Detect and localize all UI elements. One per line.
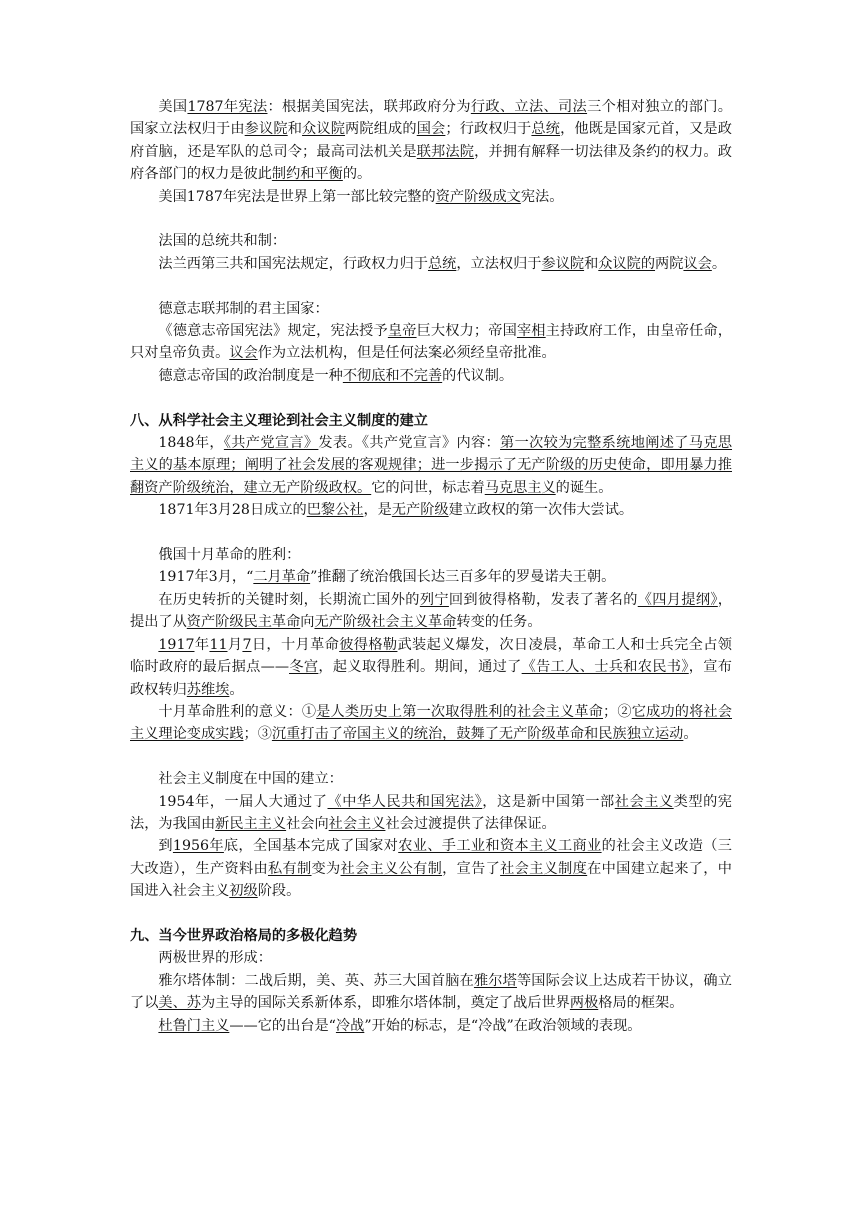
underlined-term: 众议院 [302,121,346,138]
paragraph: 杜鲁门主义——它的出台是“冷战”开始的标志，是“冷战”在政治领域的表现。 [158,1017,642,1034]
underlined-term: 社会主义公有制 [340,860,443,877]
underlined-term: 制约和平衡 [271,166,343,183]
underlined-term: 联邦法院 [416,143,475,160]
underlined-term: 行政、立法、司法 [470,99,588,115]
underlined-term: 11 [209,636,228,653]
blank-line [130,903,732,925]
blank-line [130,275,732,297]
underlined-term: 彼得格勒 [339,636,398,653]
blank-line [130,746,732,768]
underlined-term: 不彻底和不完善 [342,367,443,384]
section-germany [130,298,732,388]
paragraph: 德意志帝国的政治制度是一种不彻底和不完善的代议制。 [158,367,514,384]
underlined-term: 1787年宪法 [187,99,268,115]
underlined-term: 它成功的将社会主义理论变成实践 [130,703,732,743]
subheading: 社会主义制度在中国的建立： [158,771,343,788]
underlined-term: 众议院的 [598,255,656,272]
paragraph: 1917年11月7日，十月革命彼得格勒武装起义爆发，次日凌晨，革命工人和士兵完全占领临时政府的最后据点——冬宫，起义取得胜利。期间，通过了《告工人、士兵和农民书》，宣布政权转归苏维埃。 [130,636,732,698]
underlined-term: 宰相 [516,323,546,340]
paragraph: 雅尔塔体制：二战后期，美、英、苏三大国首脑在雅尔塔等国际会议上达成若干协议，确立了以美、苏为主导的国际关系新体系，即雅尔塔体制，奠定了战后世界两极格局的框架。 [130,972,732,1012]
underlined-term: 无产阶级 [391,502,449,519]
underlined-term: 资产阶级民主革命 [186,614,301,631]
underlined-term: 杜鲁门主义 [158,1017,230,1034]
underlined-term: 列宁 [419,591,449,608]
underlined-term: 国会 [416,121,446,138]
section-heading-8: 八、从科学社会主义理论到社会主义制度的建立 [130,412,428,429]
underlined-term: 资产阶级成文 [435,188,521,205]
section-9-bipolar-world [130,947,732,1037]
underlined-term: 社会主义制度 [500,860,588,877]
underlined-term: 两极 [569,995,599,1012]
underlined-term: 农业、手工业和资本主义工商业 [398,838,602,855]
underlined-term: 皇帝 [387,323,417,340]
underlined-term: 《告工人、士兵和农民书》 [521,659,689,676]
blank-line [130,208,732,230]
paragraph: 1848年，《共产党宣言》发表。《共产党宣言》内容：第一次较为完整系统地阐述了马克思主义的基本原理；阐明了社会发展的客观规律；进一步揭示了无产阶级的历史使命，即用暴力推翻资产阶级统治，建立无产阶级政权。它的问世，标志着马克思主义的诞生。 [130,435,733,496]
underlined-term: 1917 [158,636,195,653]
subheading: 两极世界的形成： [158,950,272,967]
underlined-term: 新民主主义 [215,815,287,832]
underlined-term: 社会主义 [328,815,386,832]
underlined-term: 参议院 [244,121,288,138]
section-8-manifesto [130,432,732,522]
underlined-term: 《共产党宣言》 [223,435,319,452]
paragraph: 到1956年底，全国基本完成了国家对农业、手工业和资本主义工商业的社会主义改造（三大改造），生产资料由私有制变为社会主义公有制，宣告了社会主义制度在中国建立起来了，中国进入社会主义初级阶段。 [130,838,732,900]
underlined-term: 议会 [683,255,712,272]
underlined-term: 二月革命 [253,569,311,586]
paragraph: 美国1787年宪法是世界上第一部比较完整的资产阶级成文宪法。 [158,188,564,205]
underlined-term: 美、苏 [158,995,201,1012]
paragraph: 1954年，一届人大通过了《中华人民共和国宪法》，这是新中国第一部社会主义类型的宪法，为我国由新民主主义社会向社会主义社会过渡提供了法律保证。 [130,793,732,832]
paragraph: 十月革命胜利的意义：①是人类历史上第一次取得胜利的社会主义革命；②它成功的将社会主义理论变成实践；③沉重打击了帝国主义的统治，鼓舞了无产阶级革命和民族独立运动。 [130,703,732,743]
underlined-term: 巴黎公社 [306,502,364,519]
underlined-term: 总统 [427,255,457,272]
underlined-term: 第一次较为完整系统地阐述了马克思主义的基本原理；阐明了社会发展的客观规律；进一步揭示了无产阶级的历史使命，即用暴力推翻资产阶级统治，建立无产阶级政权。 [130,435,733,496]
paragraph: 在历史转折的关键时刻，长期流亡国外的列宁回到彼得格勒，发表了著名的《四月提纲》，提出了从资产阶级民主革命向无产阶级社会主义革命转变的任务。 [130,591,732,631]
underlined-term: 雅尔塔 [473,972,517,989]
underlined-term: 议会 [229,345,258,362]
underlined-term: 7 [242,636,252,653]
subheading: 法国的总统共和制： [158,233,287,250]
section-heading-9: 九、当今世界政治格局的多极化趋势 [130,927,358,944]
underlined-term: 冷战 [335,1017,365,1034]
section-us-constitution [130,96,732,208]
paragraph: 法兰西第三共和国宪法规定，行政权力归于总统，立法权归于参议院和众议院的两院议会。 [158,255,727,272]
section-8-october-revolution [130,544,732,746]
underlined-term: 总统 [531,121,561,138]
underlined-term: 社会主义 [614,793,674,810]
underlined-term: 初级 [229,883,258,900]
section-france [130,230,732,275]
underlined-term: 冬宫 [289,659,319,676]
underlined-term: 参议院 [541,255,585,272]
underlined-term: 苏维埃 [186,681,230,698]
subheading: 德意志联邦制的君主国家： [158,300,329,317]
underlined-term: 《中华人民共和国宪法》 [327,793,483,810]
paragraph: 1917年3月，“二月革命”推翻了统治俄国长达三百多年的罗曼诺夫王朝。 [158,569,616,586]
section-8-china-socialism [130,768,732,902]
subheading: 俄国十月革命的胜利： [158,547,301,564]
document-body [130,96,732,1037]
underlined-term: 私有制 [267,860,312,877]
underlined-term: 马克思主义 [484,479,556,496]
underlined-term: 是人类历史上第一次取得胜利的社会主义革命 [316,703,604,720]
paragraph: 1871年3月28日成立的巴黎公社，是无产阶级建立政权的第一次伟大尝试。 [158,502,634,519]
paragraph: 美国1787年宪法：根据美国宪法，联邦政府分为行政、立法、司法三个相对独立的部门。国家立法权归于由参议院和众议院两院组成的国会；行政权归于总统，他既是国家元首，又是政府首脑，还是军队的总司令；最高司法机关是联邦法院，并拥有解释一切法律及条约的权力。政府各部门的权力是彼此制约和平衡的。 [130,99,732,183]
blank-line [130,522,732,544]
paragraph: 《德意志帝国宪法》规定，宪法授予皇帝巨大权力；帝国宰相主持政府工作，由皇帝任命，只对皇帝负责。议会作为立法机构，但是任何法案必须经皇帝批准。 [130,323,732,362]
underlined-term: 无产阶级社会主义革命 [314,614,457,631]
underlined-term: 沉重打击了帝国主义的统治，鼓舞了无产阶级革命和民族独立运动 [271,726,684,743]
underlined-term: 1956年 [172,838,224,855]
blank-line [130,387,732,409]
underlined-term: 《四月提纲》 [637,591,718,608]
